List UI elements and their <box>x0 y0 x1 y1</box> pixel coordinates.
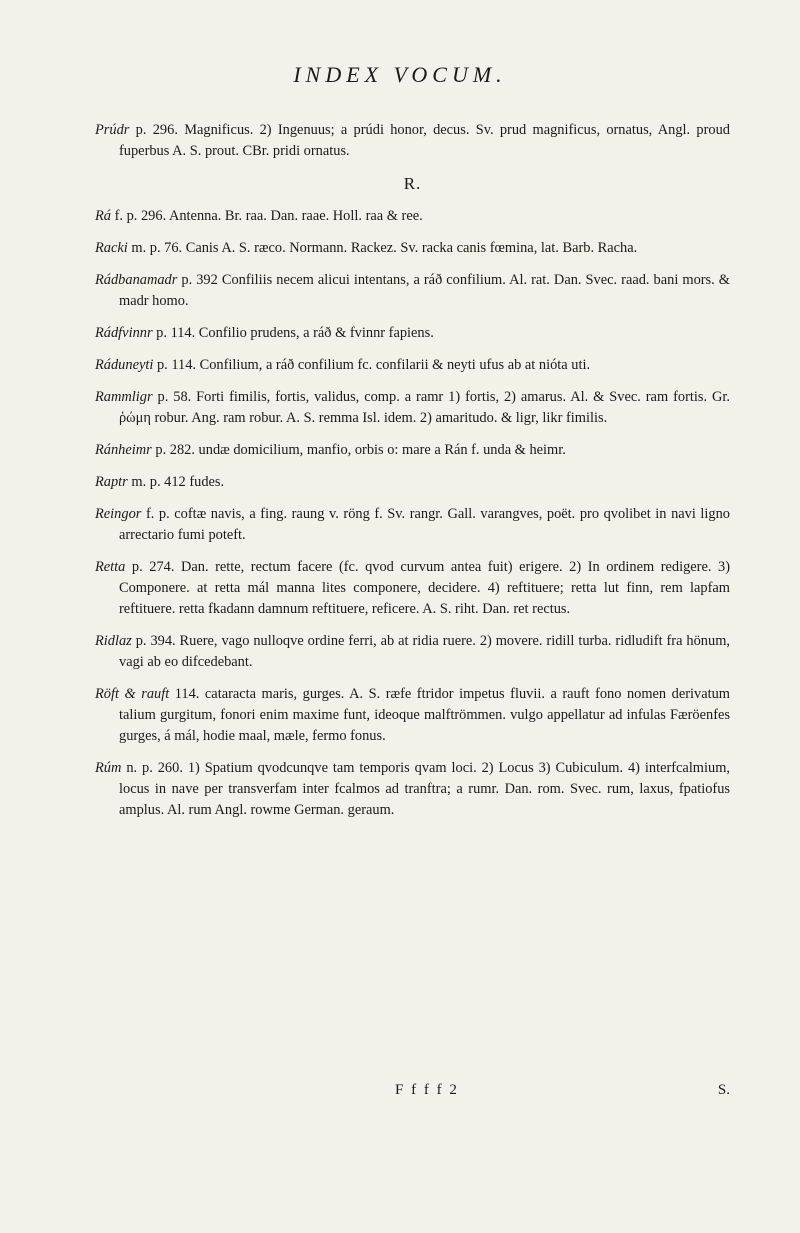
dictionary-entry <box>95 684 730 747</box>
dictionary-entry <box>95 557 730 620</box>
entry-body: p. 274. Dan. rette, rectum facere (fc. qvod curvum antea fuit) erigere. 2) In ordinem redigere. 3) Componere. at retta mál manna lites componere, decidere. 4) reftituere; retta lut finn, rem lapfam reftituere. retta fkadann damnum reftituere, reficere. A. S. riht. Dan. ret rectus. <box>119 559 730 617</box>
running-header: INDEX VOCUM. <box>293 62 507 87</box>
entry-headword: Racki <box>95 240 128 256</box>
entry-headword: Ráduneyti <box>95 357 154 373</box>
entry-body: p. 394. Ruere, vago nulloqve ordine ferri, ab at ridia ruere. 2) movere. ridill turba. ridludift fra hönum, vagi ab eo difcedebant. <box>119 633 730 670</box>
dictionary-entry <box>95 270 730 312</box>
dictionary-entry <box>95 238 730 259</box>
entry-body: p. 58. Forti fimilis, fortis, validus, comp. a ramr 1) fortis, 2) amarus. Al. & Svec. ram fortis. Gr. ῥώμη robur. Ang. ram robur. A. S. remma Isl. idem. 2) amaritudo. & ligr, likr fimilis. <box>119 389 730 426</box>
entry-headword: Ridlaz <box>95 633 132 649</box>
entry-headword: Rúm <box>95 760 122 776</box>
dictionary-entry <box>95 355 730 376</box>
entry-body: p. 114. Confilium, a ráð confilium fc. confilarii & neyti ufus ab at nióta uti. <box>156 357 591 373</box>
entry-headword: Rá <box>95 208 111 224</box>
dictionary-entry <box>95 120 730 162</box>
entry-headword: Raptr <box>95 474 128 490</box>
dictionary-entry <box>95 206 730 227</box>
entry-body: f. p. 296. Antenna. Br. raa. Dan. raae. Holl. raa & ree. <box>114 208 423 224</box>
entries-list <box>95 120 730 832</box>
dictionary-entry <box>95 472 730 493</box>
entry-headword: Prúdr <box>95 122 130 138</box>
entry-body: m. p. 412 fudes. <box>131 474 225 490</box>
entry-headword: Ránheimr <box>95 442 152 458</box>
dictionary-entry <box>95 387 730 429</box>
entry-headword: Retta <box>95 559 126 575</box>
dictionary-entry <box>95 504 730 546</box>
catchword: S. <box>717 1082 730 1098</box>
entry-body: p. 392 Confiliis necem alicui intentans, a ráð confilium. Al. rat. Dan. Svec. raad. bani mors. & madr homo. <box>119 272 730 309</box>
entry-body: m. p. 76. Canis A. S. ræco. Normann. Rackez. Sv. racka canis fœmina, lat. Barb. Racha. <box>131 240 638 256</box>
entry-headword: Rádfvinnr <box>95 325 153 341</box>
entry-headword: Reingor <box>95 506 142 522</box>
section-letter: R. <box>403 174 422 193</box>
entry-body: p. 282. undæ domicilium, manfio, orbis o: mare a Rán f. unda & heimr. <box>155 442 566 458</box>
dictionary-entry <box>95 631 730 673</box>
entry-headword: Rádbanamadr <box>95 272 178 288</box>
dictionary-entry <box>95 758 730 821</box>
entry-headword: Rammligr <box>95 389 153 405</box>
entry-body: n. p. 260. 1) Spatium qvodcunqve tam temporis qvam loci. 2) Locus 3) Cubiculum. 4) interfcalmium, locus in nave per transverfam inter fcalmos ad tranftra; a rumr. Dan. rom. Svec. rum, laxus, fpatiofus amplus. Al. rum Angl. rowme German. geraum. <box>119 760 730 818</box>
entry-body: p. 114. Confilio prudens, a ráð & fvinnr fapiens. <box>156 325 434 341</box>
entry-body: f. p. coftæ navis, a fing. raung v. röng f. Sv. rangr. Gall. varangves, poët. pro qvolibet in navi ligno arrectario fumi poteft. <box>119 506 730 543</box>
dictionary-entry <box>95 440 730 461</box>
entry-body: 114. cataracta maris, gurges. A. S. ræfe ftridor impetus fluvii. a rauft fono nomen derivatum talium gurgitum, fonori enim maxime funt, ideoque malftrömmen. vulgo appellatur ad infulas Færöenfes gurges, á mál, hodie maal, mæle, fermo fonus. <box>119 686 730 744</box>
signature-mark: F f f f 2 <box>395 1082 459 1098</box>
entry-body: p. 296. Magnificus. 2) Ingenuus; a prúdi honor, decus. Sv. prud magnificus, ornatus, Angl. proud fuperbus A. S. prout. CBr. pridi ornatus. <box>119 122 730 159</box>
dictionary-entry <box>95 323 730 344</box>
entry-headword: Röft & rauft <box>95 686 170 702</box>
